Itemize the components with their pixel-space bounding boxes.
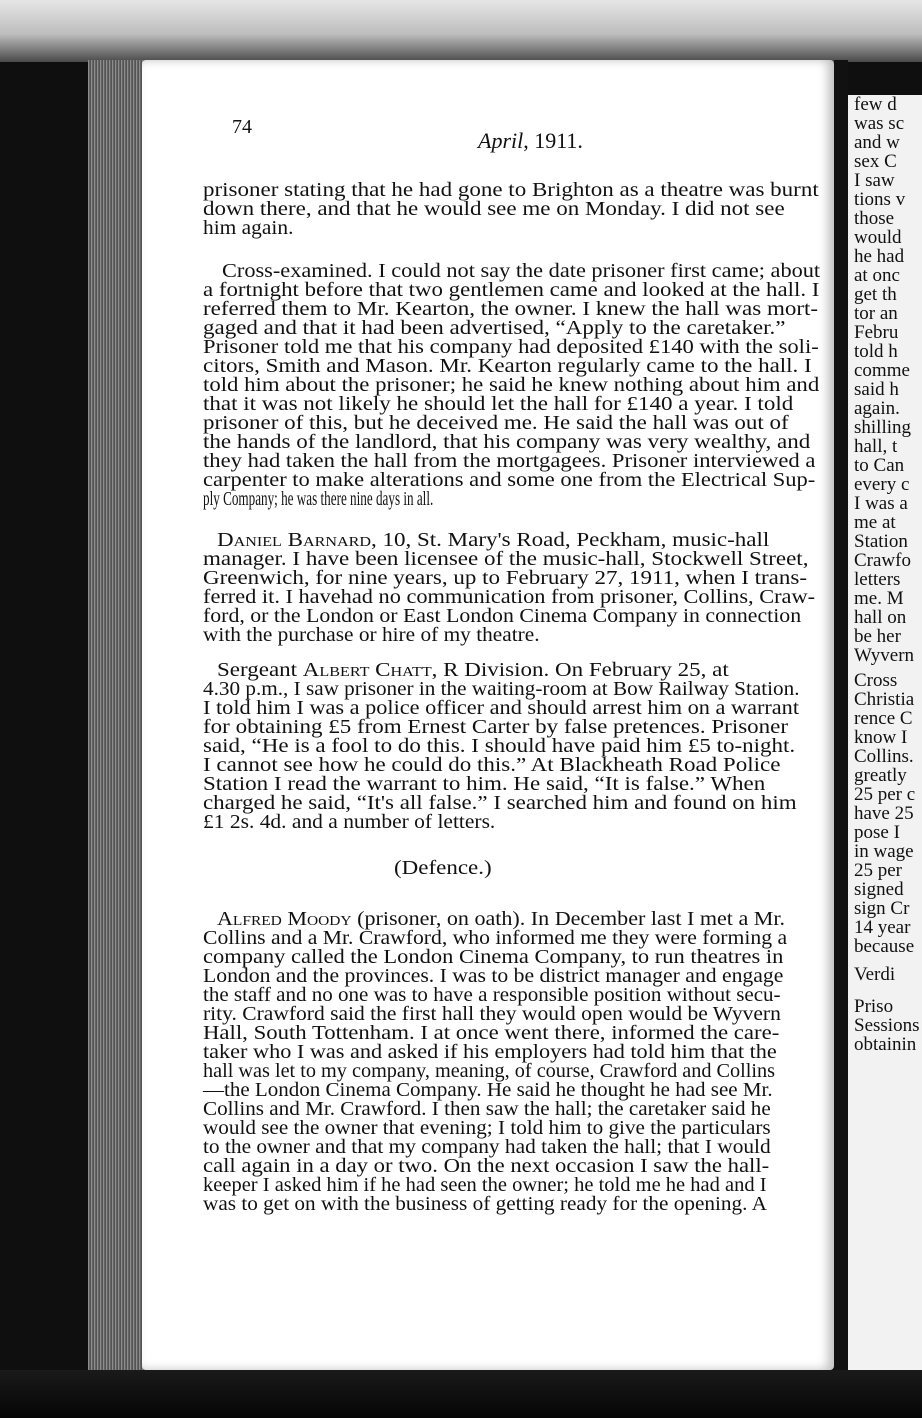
- facing-page-line: I was a: [854, 493, 908, 514]
- text-line: [203, 966, 783, 986]
- text-line: [203, 1137, 771, 1157]
- text-line: [203, 432, 810, 452]
- text-run: London and the provinces. I was to be district manager and engage: [203, 965, 784, 987]
- running-head-year: , 1911.: [523, 128, 583, 153]
- text-run: company called the London Cinema Company, to run theatres in: [203, 946, 784, 968]
- text-line: [203, 180, 819, 200]
- text-line: [203, 489, 433, 509]
- facing-page-line: Crawfo: [854, 550, 911, 571]
- text-run: Station I read the warrant to him. He said, “It is false.” When: [203, 773, 766, 795]
- text-run: (Defence.): [394, 857, 492, 879]
- text-line: [203, 451, 815, 471]
- text-run: was to get on with the business of getting ready for the opening. A: [203, 1193, 767, 1215]
- facing-page-line: said h: [854, 379, 899, 400]
- facing-page-line: have 25: [854, 803, 914, 824]
- text-run: to the owner and that my company had taken the hall; that I would: [203, 1136, 771, 1158]
- text-line: [203, 1118, 771, 1138]
- text-run: £1 2s. 4d. and a number of letters.: [203, 811, 496, 833]
- facing-page-line: comme: [854, 360, 910, 381]
- facing-page-line: greatly: [854, 765, 907, 786]
- book-page-edges: [88, 60, 146, 1390]
- text-line: [203, 356, 812, 376]
- facing-page-line: hall, t: [854, 436, 898, 457]
- facing-page-line: to Can: [854, 455, 905, 476]
- facing-page-line: Station: [854, 531, 908, 552]
- text-run: manager. I have been licensee of the music-hall, Stockwell Street,: [203, 548, 809, 570]
- text-run: for obtaining £5 from Ernest Carter by false pretences. Prisoner: [203, 716, 789, 738]
- text-line: [203, 1023, 779, 1043]
- section-heading-defence: [394, 858, 492, 878]
- facing-page-line: sign Cr: [854, 898, 910, 919]
- facing-page-line: sex C: [854, 151, 897, 172]
- facing-page-line: pose I: [854, 822, 900, 843]
- running-head: [478, 128, 583, 154]
- text-run: I told him I was a police officer and should arrest him on a warrant: [203, 697, 800, 719]
- text-run: Hall, South Tottenham. I at once went there, informed the care-: [203, 1022, 780, 1044]
- text-line: [222, 261, 820, 281]
- facing-page-line: those: [854, 208, 895, 229]
- facing-page-line: told h: [854, 341, 898, 362]
- facing-page-line: 25 per c: [854, 784, 916, 805]
- text-run: ply Company; he was there nine days in all.: [203, 488, 434, 510]
- text-line: [217, 530, 769, 550]
- text-run: Greenwich, for nine years, up to February 27, 1911, when I trans-: [203, 567, 808, 589]
- text-run: keeper I asked him if he had seen the owner; he told me he had and I: [203, 1174, 767, 1196]
- text-line: [203, 1004, 781, 1024]
- text-run: said, “He is a fool to do this. I should have paid him £5 to-night.: [203, 735, 796, 757]
- text-run: referred them to Mr. Kearton, the owner. I knew the hall was mort-: [203, 298, 819, 320]
- book-gutter: [834, 60, 848, 1390]
- text-line: [203, 1194, 767, 1214]
- text-run: gaged and that it had been advertised, “Apply to the caretaker.”: [203, 317, 786, 339]
- text-line: [203, 812, 495, 832]
- text-run: a fortnight before that two gentlemen came and looked at the hall. I: [203, 279, 820, 301]
- text-line: [217, 909, 785, 929]
- witness-name: Alfred Moody: [217, 908, 352, 930]
- facing-page-line: Christia: [854, 689, 915, 710]
- facing-page-line: Wyvern: [854, 645, 915, 666]
- text-line: [203, 280, 819, 300]
- facing-page-line: and w: [854, 132, 900, 153]
- text-run: prisoner stating that he had gone to Brighton as a theatre was burnt: [203, 179, 819, 201]
- text-run: ford, or the London or East London Cinema Company in connection: [203, 605, 802, 627]
- text-run: , 10, St. Mary's Road, Peckham, music-hall: [370, 529, 770, 551]
- text-run: would see the owner that evening; I told him to give the particulars: [203, 1117, 771, 1139]
- text-run: carpenter to make alterations and some one from the Electrical Sup-: [203, 469, 816, 491]
- facing-page-line: few d: [854, 95, 897, 115]
- facing-page-line: know I: [854, 727, 908, 748]
- text-run: him again.: [203, 217, 294, 239]
- text-line: [203, 985, 781, 1005]
- text-run: down there, and that he would see me on Monday. I did not see: [203, 198, 785, 220]
- text-run: prisoner of this, but he deceived me. He said the hall was out of: [203, 412, 789, 434]
- facing-page-line: be her: [854, 626, 901, 647]
- text-line: [203, 774, 765, 794]
- text-run: I cannot see how he could do this.” At Blackheath Road Police: [203, 754, 781, 776]
- facing-page-line: hall on: [854, 607, 907, 628]
- text-line: [203, 1175, 767, 1195]
- text-line: [203, 947, 783, 967]
- text-line: [203, 470, 815, 490]
- text-line: [203, 698, 799, 718]
- text-line: [203, 568, 807, 588]
- facing-page-line: he had: [854, 246, 905, 267]
- text-run: taker who I was and asked if his employers had told him that the: [203, 1041, 777, 1063]
- text-run: —the London Cinema Company. He said he thought he had see Mr.: [203, 1079, 773, 1101]
- text-line: [203, 1042, 777, 1062]
- facing-page-line: Febru: [854, 322, 899, 343]
- text-run: the staff and no one was to have a responsible position without secu-: [203, 984, 781, 1006]
- facing-page-line: tions v: [854, 189, 906, 210]
- text-run: rity. Crawford said the first hall they would open would be Wyvern: [203, 1003, 781, 1025]
- facing-page-fragment: [848, 95, 922, 1370]
- text-run: citors, Smith and Mason. Mr. Kearton regularly came to the hall. I: [203, 355, 812, 377]
- facing-page-line: get th: [854, 284, 897, 305]
- text-line: [203, 199, 785, 219]
- text-line: [203, 1080, 773, 1100]
- facing-page-line: was sc: [854, 113, 905, 134]
- running-head-month: April: [478, 128, 524, 153]
- facing-page-line: I saw: [854, 170, 895, 191]
- text-line: [203, 625, 540, 645]
- text-run: Prisoner told me that his company had deposited £140 with the soli-: [203, 336, 819, 358]
- text-line: [203, 679, 799, 699]
- facing-page-line: Verdi: [854, 964, 896, 985]
- text-run: the hands of the landlord, that his company was very wealthy, and: [203, 431, 811, 453]
- text-line: [203, 928, 787, 948]
- facing-page-line: letters: [854, 569, 901, 590]
- text-line: [203, 755, 780, 775]
- text-line: [203, 717, 788, 737]
- text-line: [203, 413, 789, 433]
- facing-page-line: in wage: [854, 841, 914, 862]
- facing-page-line: again.: [854, 398, 900, 419]
- facing-page-line: 14 year: [854, 917, 911, 938]
- text-line: [203, 218, 293, 238]
- text-run: Sergeant: [217, 659, 303, 681]
- text-run: Collins and a Mr. Crawford, who informed me they were forming a: [203, 927, 788, 949]
- facing-page-line: me. M: [854, 588, 904, 609]
- facing-page-line: Cross: [854, 670, 898, 691]
- facing-page-line: every c: [854, 474, 910, 495]
- facing-page-line: Collins.: [854, 746, 914, 767]
- text-line: [203, 606, 801, 626]
- facing-page-line: because: [854, 936, 915, 957]
- facing-page-line: 25 per: [854, 860, 903, 881]
- text-run: they had taken the hall from the mortgagees. Prisoner interviewed a: [203, 450, 816, 472]
- witness-name: Albert Chatt: [302, 659, 432, 681]
- text-line: [203, 318, 785, 338]
- text-run: call again in a day or two. On the next occasion I saw the hall-: [203, 1155, 770, 1177]
- text-line: [203, 793, 797, 813]
- text-line: [203, 337, 819, 357]
- text-run: ferred it. I havehad no communication from prisoner, Collins, Craw-: [203, 586, 816, 608]
- page-number: 74: [232, 116, 252, 138]
- text-run: , R Division. On February 25, at: [431, 659, 729, 681]
- text-line: [203, 1156, 769, 1176]
- scan-bottom-border: [0, 1370, 922, 1418]
- text-line: [203, 375, 819, 395]
- text-run: hall was let to my company, meaning, of course, Crawford and Collins: [203, 1060, 776, 1082]
- text-line: [203, 299, 818, 319]
- facing-page-line: Sessions: [854, 1015, 920, 1036]
- text-line: [217, 660, 729, 680]
- text-run: 4.30 p.m., I saw prisoner in the waiting-room at Bow Railway Station.: [203, 678, 800, 700]
- text-run: Cross-examined. I could not say the date prisoner first came; about: [222, 260, 821, 282]
- witness-name: Daniel Barnard: [217, 529, 371, 551]
- text-line: [203, 587, 815, 607]
- facing-page-line: shilling: [854, 417, 912, 438]
- text-line: [203, 549, 808, 569]
- facing-page-line: tor an: [854, 303, 898, 324]
- text-run: charged he said, “It's all false.” I searched him and found on him: [203, 792, 797, 814]
- text-run: told him about the prisoner; he said he knew nothing about him and: [203, 374, 820, 396]
- facing-page-line: me at: [854, 512, 896, 533]
- facing-page-line: would: [854, 227, 902, 248]
- text-run: that it was not likely he should let the hall for £140 a year. I told: [203, 393, 794, 415]
- text-line: [203, 1099, 771, 1119]
- text-run: Collins and Mr. Crawford. I then saw the hall; the caretaker said he: [203, 1098, 771, 1120]
- text-run: (prisoner, on oath). In December last I met a Mr.: [351, 908, 786, 930]
- text-line: [203, 736, 795, 756]
- facing-page-line: signed: [854, 879, 904, 900]
- text-line: [203, 394, 793, 414]
- facing-page-line: Priso: [854, 996, 894, 1017]
- facing-page-line: obtainin: [854, 1034, 917, 1055]
- text-line: [203, 1061, 775, 1081]
- facing-page-line: rence C: [854, 708, 913, 729]
- facing-page-line: at onc: [854, 265, 900, 286]
- scan-top-border: [0, 0, 922, 62]
- text-run: with the purchase or hire of my theatre.: [203, 624, 540, 646]
